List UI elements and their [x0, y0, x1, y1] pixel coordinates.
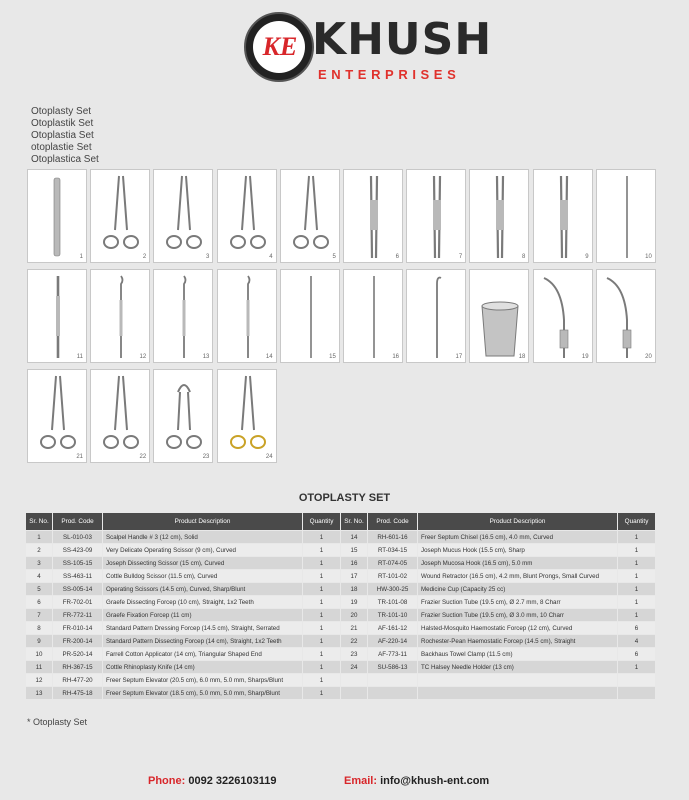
- instrument-image: [534, 270, 594, 364]
- tile-number: 5: [332, 254, 336, 260]
- table-cell: 6: [618, 622, 656, 635]
- tile-number: 7: [458, 254, 463, 260]
- table-row: [26, 544, 656, 557]
- table-cell: 4: [26, 570, 53, 583]
- instrument-tile: [343, 269, 403, 363]
- table-cell: 1: [618, 570, 656, 583]
- table-cell: TR-101-08: [368, 596, 418, 609]
- table-row: [26, 583, 656, 596]
- table-cell: 6: [618, 648, 656, 661]
- table-cell: Operating Scissors (14.5 cm), Curved, Sharp/Blunt: [103, 583, 303, 596]
- table-row: [26, 687, 656, 700]
- table-cell: Scalpel Handle # 3 (12 cm), Solid: [103, 531, 303, 544]
- logo-mark: KE: [262, 32, 298, 61]
- table-cell: SL-010-03: [53, 531, 103, 544]
- table-row: [26, 622, 656, 635]
- email-label: Email:: [344, 775, 378, 787]
- phone-label: Phone:: [148, 775, 186, 787]
- table-cell: 1: [618, 596, 656, 609]
- tile-number: 23: [202, 454, 210, 460]
- table-cell: Cottle Bulldog Scissor (11.5 cm), Curved: [103, 570, 303, 583]
- table-cell: TR-101-10: [368, 609, 418, 622]
- instrument-image: [28, 370, 88, 464]
- table-cell: 1: [303, 661, 341, 674]
- table-cell: 1: [618, 583, 656, 596]
- table-row: [26, 674, 656, 687]
- table-cell: 17: [341, 570, 368, 583]
- tile-number: 11: [76, 354, 83, 360]
- table-cell: 23: [341, 648, 368, 661]
- instrument-image: [154, 370, 214, 464]
- table-cell: 7: [26, 609, 53, 622]
- table-cell: Standard Pattern Dressing Forcep (14.5 cm), Straight, Serrated: [103, 622, 303, 635]
- table-row: [26, 648, 656, 661]
- table-cell: SS-005-14: [53, 583, 103, 596]
- table-row: [26, 635, 656, 648]
- table-cell: 1: [618, 531, 656, 544]
- table-cell: 1: [303, 570, 341, 583]
- table-cell: 19: [341, 596, 368, 609]
- table-cell: 2: [26, 544, 53, 557]
- instrument-image: [470, 170, 530, 264]
- table-cell: AF-161-12: [368, 622, 418, 635]
- table-cell: Rochester-Pean Haemostatic Forcep (14.5 cm), Straight: [418, 635, 618, 648]
- tile-number: 20: [645, 354, 652, 360]
- tile-number: 2: [142, 254, 147, 260]
- instrument-image: [407, 270, 467, 364]
- table-cell: FR-772-11: [53, 609, 103, 622]
- table-row: [26, 596, 656, 609]
- set-name: Otoplastik Set: [31, 118, 94, 129]
- col-header: Prod. Code: [368, 513, 418, 531]
- instrument-tile: [343, 169, 403, 263]
- table-cell: AF-773-11: [368, 648, 418, 661]
- table-title: OTOPLASTY SET: [298, 492, 391, 504]
- table-cell: 1: [618, 557, 656, 570]
- instrument-tile: [27, 269, 87, 363]
- instrument-tile: [469, 169, 529, 263]
- instrument-tile: [406, 269, 466, 363]
- table-cell: 1: [303, 687, 341, 700]
- table-cell: 1: [303, 635, 341, 648]
- instrument-tile: [27, 369, 87, 463]
- tile-number: 3: [206, 254, 210, 260]
- instrument-tile: [280, 169, 340, 263]
- table-cell: Graefe Fixation Forcep (11 cm): [103, 609, 303, 622]
- table-cell: Graefe Dissecting Forcep (10 cm), Straight, 1x2 Teeth: [103, 596, 303, 609]
- tile-number: 24: [265, 454, 273, 460]
- product-table: [25, 512, 656, 700]
- table-cell: [341, 674, 368, 687]
- instrument-tile: [217, 369, 277, 463]
- table-cell: 5: [26, 583, 53, 596]
- table-cell: RH-367-15: [53, 661, 103, 674]
- table-cell: 1: [618, 661, 656, 674]
- table-cell: Freer Septum Elevator (20.5 cm), 6.0 mm, 5.0 mm, Sharps/Blunt: [103, 674, 303, 687]
- table-cell: [368, 674, 418, 687]
- table-cell: Very Delicate Operating Scissor (9 cm), Curved: [103, 544, 303, 557]
- set-name: Otoplasty Set: [31, 106, 92, 117]
- table-cell: 15: [341, 544, 368, 557]
- table-cell: 10: [26, 648, 53, 661]
- table-cell: Standard Pattern Dissecting Forcep (14 cm), Straight, 1x2 Teeth: [103, 635, 303, 648]
- instrument-image: [344, 170, 404, 264]
- instrument-image: [91, 270, 151, 364]
- table-cell: Frazier Suction Tube (19.5 cm), Ø 2.7 mm, 8 Charr: [418, 596, 618, 609]
- table-row: [26, 531, 656, 544]
- table-cell: Frazier Suction Tube (19.5 cm), Ø 3.0 mm, 10 Charr: [418, 609, 618, 622]
- instrument-tile: [153, 169, 213, 263]
- phone-number: 0092 3226103119: [188, 775, 277, 787]
- table-cell: SS-105-15: [53, 557, 103, 570]
- table-cell: Joseph Mucosa Hook (16.5 cm), 5.0 mm: [418, 557, 618, 570]
- instrument-image: [218, 270, 278, 364]
- instrument-image: [281, 170, 341, 264]
- instrument-tile: [533, 169, 593, 263]
- table-cell: PR-520-14: [53, 648, 103, 661]
- table-cell: 16: [341, 557, 368, 570]
- instrument-image: [534, 170, 594, 264]
- col-header: Product Description: [418, 513, 618, 531]
- set-name: otoplastie Set: [31, 142, 92, 153]
- table-cell: [618, 687, 656, 700]
- tile-number: 16: [392, 354, 399, 360]
- table-cell: 1: [303, 531, 341, 544]
- email-contact: [344, 775, 489, 787]
- table-cell: 1: [303, 544, 341, 557]
- instrument-tile: [27, 169, 87, 263]
- table-cell: Freer Septum Chisel (16.5 cm), 4.0 mm, Curved: [418, 531, 618, 544]
- instrument-tile: [153, 369, 213, 463]
- tile-number: 22: [139, 454, 147, 460]
- table-cell: 1: [303, 609, 341, 622]
- col-header: Sr. No.: [26, 513, 53, 531]
- instrument-tile: [596, 169, 656, 263]
- table-cell: HW-300-25: [368, 583, 418, 596]
- tile-number: 18: [518, 354, 526, 360]
- instrument-image: [218, 170, 278, 264]
- instrument-image: [344, 270, 404, 364]
- table-cell: RT-101-02: [368, 570, 418, 583]
- table-cell: Wound Retractor (16.5 cm), 4.2 mm, Blunt Prongs, Small Curved: [418, 570, 618, 583]
- table-cell: 13: [26, 687, 53, 700]
- instrument-image: [597, 170, 657, 264]
- set-names: [31, 106, 99, 166]
- table-cell: 8: [26, 622, 53, 635]
- table-cell: 1: [303, 557, 341, 570]
- table-cell: RT-074-05: [368, 557, 418, 570]
- phone-contact: [148, 775, 276, 787]
- table-row: [26, 557, 656, 570]
- instrument-image: [281, 270, 341, 364]
- tile-number: 4: [269, 254, 273, 260]
- table-cell: RH-475-18: [53, 687, 103, 700]
- tile-number: 14: [265, 354, 273, 360]
- table-cell: 24: [341, 661, 368, 674]
- table-cell: SU-586-13: [368, 661, 418, 674]
- tile-number: 15: [329, 354, 336, 360]
- instrument-tile: [217, 269, 277, 363]
- instrument-image: [91, 370, 151, 464]
- instrument-image: [407, 170, 467, 264]
- tile-number: 17: [455, 354, 463, 360]
- tile-number: 21: [76, 454, 83, 460]
- instrument-image: [28, 170, 88, 264]
- footnote: * Otoplasty Set: [27, 717, 88, 727]
- tile-number: 12: [139, 354, 147, 360]
- instrument-image: [597, 270, 657, 364]
- table-cell: 11: [26, 661, 53, 674]
- instrument-image: [154, 170, 214, 264]
- table-cell: Farrell Cotton Applicator (14 cm), Triangular Shaped End: [103, 648, 303, 661]
- table-cell: [418, 674, 618, 687]
- tile-number: 8: [522, 254, 526, 260]
- table-row: [26, 661, 656, 674]
- table-cell: 1: [303, 596, 341, 609]
- table-cell: AF-220-14: [368, 635, 418, 648]
- table-cell: 1: [303, 674, 341, 687]
- table-cell: Joseph Dissecting Scissor (15 cm), Curved: [103, 557, 303, 570]
- table-cell: Halsted-Mosquito Haemostatic Forcep (12 cm), Curved: [418, 622, 618, 635]
- table-cell: 1: [303, 583, 341, 596]
- table-cell: [418, 687, 618, 700]
- table-cell: RT-034-15: [368, 544, 418, 557]
- table-cell: FR-702-01: [53, 596, 103, 609]
- instrument-tile: [280, 269, 340, 363]
- instrument-image: [28, 270, 88, 364]
- logo-subtitle: ENTERPRISES: [318, 67, 461, 82]
- instrument-tile: [90, 269, 150, 363]
- table-cell: SS-423-09: [53, 544, 103, 557]
- table-cell: RH-477-20: [53, 674, 103, 687]
- table-cell: Medicine Cup (Capacity 25 cc): [418, 583, 618, 596]
- table-cell: 22: [341, 635, 368, 648]
- table-cell: Freer Septum Elevator (18.5 cm), 5.0 mm, 5.0 mm, Sharp/Blunt: [103, 687, 303, 700]
- instrument-tile: [217, 169, 277, 263]
- instrument-image: [470, 270, 530, 364]
- tile-number: 13: [202, 354, 210, 360]
- tile-number: 19: [581, 354, 589, 360]
- table-cell: 3: [26, 557, 53, 570]
- table-cell: 21: [341, 622, 368, 635]
- table-cell: Backhaus Towel Clamp (11.5 cm): [418, 648, 618, 661]
- col-header: Quantity: [303, 513, 341, 531]
- instrument-tile: [533, 269, 593, 363]
- table-row: [26, 609, 656, 622]
- table-cell: 12: [26, 674, 53, 687]
- table-cell: 4: [618, 635, 656, 648]
- email-address[interactable]: info@khush-ent.com: [380, 775, 490, 787]
- table-cell: 20: [341, 609, 368, 622]
- col-header: Sr. No.: [341, 513, 368, 531]
- instrument-tile: [153, 269, 213, 363]
- company-logo: [244, 12, 493, 84]
- table-cell: SS-463-11: [53, 570, 103, 583]
- table-cell: 1: [303, 622, 341, 635]
- col-header: Prod. Code: [53, 513, 103, 531]
- instrument-image: [218, 370, 278, 464]
- tile-number: 6: [395, 254, 399, 260]
- tile-number: 1: [79, 254, 83, 260]
- set-name: Otoplastica Set: [31, 154, 99, 165]
- table-cell: FR-200-14: [53, 635, 103, 648]
- instrument-image: [154, 270, 214, 364]
- table-cell: FR-010-14: [53, 622, 103, 635]
- table-cell: [618, 674, 656, 687]
- table-cell: Joseph Mucus Hook (15.5 cm), Sharp: [418, 544, 618, 557]
- instrument-tile: [90, 169, 150, 263]
- table-cell: TC Halsey Needle Holder (13 cm): [418, 661, 618, 674]
- table-cell: 9: [26, 635, 53, 648]
- table-cell: [368, 687, 418, 700]
- table-row: [26, 570, 656, 583]
- table-cell: [341, 687, 368, 700]
- table-cell: 1: [618, 609, 656, 622]
- tile-number: 9: [585, 254, 589, 260]
- table-cell: 18: [341, 583, 368, 596]
- tile-number: 10: [645, 254, 652, 260]
- col-header: Quantity: [618, 513, 656, 531]
- instrument-tile: [469, 269, 529, 363]
- instrument-tile: [596, 269, 656, 363]
- table-cell: 1: [618, 544, 656, 557]
- table-cell: 6: [26, 596, 53, 609]
- table-cell: RH-601-16: [368, 531, 418, 544]
- table-cell: 1: [26, 531, 53, 544]
- instrument-tile: [90, 369, 150, 463]
- logo-name: KHUSH: [312, 14, 493, 65]
- col-header: Product Description: [103, 513, 303, 531]
- table-cell: 14: [341, 531, 368, 544]
- table-cell: 1: [303, 648, 341, 661]
- table-cell: Cottle Rhinoplasty Knife (14 cm): [103, 661, 303, 674]
- instrument-image: [91, 170, 151, 264]
- table-header-row: [26, 513, 656, 531]
- set-name: Otoplastia Set: [31, 130, 94, 141]
- instrument-tile: [406, 169, 466, 263]
